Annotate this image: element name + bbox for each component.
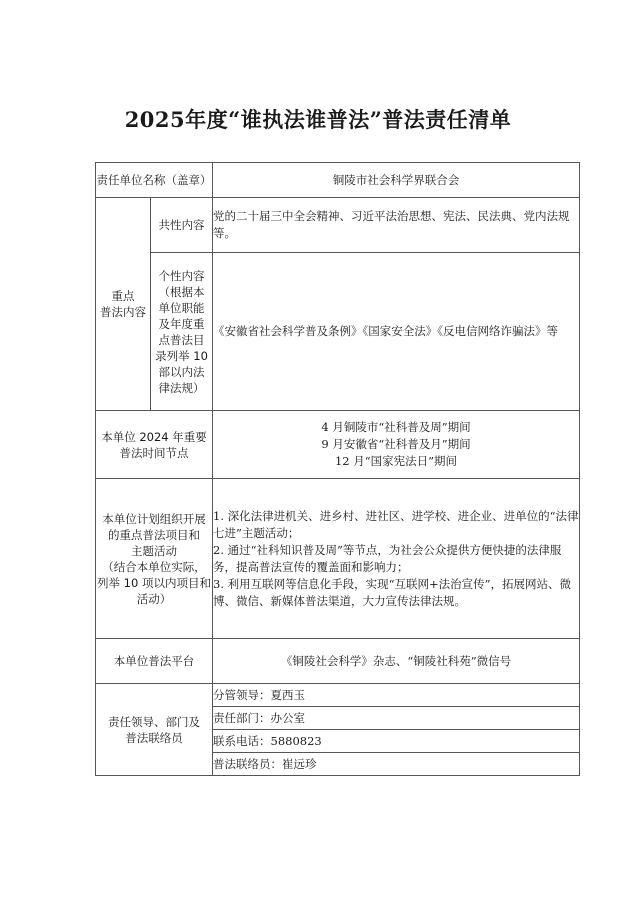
time-node-item: 12 月“国家宪法日”期间: [334, 454, 458, 468]
time-nodes-label: [96, 411, 213, 479]
time-nodes-row: [96, 411, 580, 479]
projects-label-line: 活动）: [136, 591, 172, 606]
projects-label-line: 的重点普法项目和: [108, 527, 200, 542]
time-nodes-label-line: 普法时间节点: [119, 445, 189, 460]
projects-label-line: （结合本单位实际，: [102, 559, 206, 574]
projects-label: [96, 479, 213, 639]
individual-label-line: 个性内容: [158, 268, 205, 283]
time-node-item: 4 月铜陵市“社科普及周”期间: [321, 420, 471, 434]
projects-value: [213, 479, 580, 639]
individual-label-line: 及年度重: [158, 316, 205, 331]
common-content-value: 党的二十届三中全会精神、习近平法治思想、宪法、民法典、党内法规等。: [213, 198, 580, 253]
time-nodes-label-line: 本单位 2024 年重要: [101, 429, 207, 444]
platform-label: 本单位普法平台: [96, 639, 213, 684]
individual-label-line: 单位职能: [158, 300, 205, 315]
responsible-label: [96, 684, 213, 776]
time-nodes-value: [213, 411, 580, 479]
common-content-label: 共性内容: [151, 198, 213, 253]
responsible-row: [96, 684, 580, 707]
projects-row: [96, 479, 580, 639]
phone-value: 联系电话：5880823: [213, 730, 580, 753]
time-node-item: 9 月安徽省“社科普及月”期间: [321, 437, 471, 451]
projects-label-line: 列举 10 项以内项目和: [97, 575, 211, 590]
individual-label-line: 律法规）: [158, 380, 205, 395]
projects-label-line: 本单位计划组织开展: [102, 511, 206, 526]
individual-label-line: 录列举 10: [155, 348, 208, 363]
individual-label-line: 部以内法: [158, 364, 205, 379]
key-content-label-line: 重点: [111, 289, 135, 303]
platform-row: [96, 639, 580, 684]
unit-value: 铜陵市社会科学界联合会: [213, 163, 580, 198]
project-item: 2. 通过“社科知识普及周”等节点，为社会公众提供方便快捷的法律服务，提高普法宣传的覆盖面和影响力；: [213, 542, 562, 574]
platform-value: 《铜陵社会科学》杂志、“铜陵社科苑”微信号: [213, 639, 580, 684]
individual-content-value: 《安徽省社会科学普及条例》《国家安全法》《反电信网络诈骗法》等: [213, 253, 580, 411]
individual-content-row: [96, 253, 580, 411]
unit-label: 责任单位名称（盖章）: [96, 163, 213, 198]
responsibility-table: [95, 162, 580, 776]
individual-content-label: [151, 253, 213, 411]
liaison-value: 普法联络员：崔远珍: [213, 753, 580, 776]
document-title: 2025年度“谁执法谁普法”普法责任清单: [124, 107, 512, 132]
projects-label-line: 主题活动: [131, 543, 177, 558]
individual-label-line: 点普法目: [158, 332, 205, 347]
responsible-label-line: 普法联络员: [125, 730, 183, 745]
unit-row: [96, 163, 580, 198]
leader-value: 分管领导：夏西玉: [213, 684, 580, 707]
individual-label-line: （根据本: [158, 284, 205, 299]
common-content-row: [96, 198, 580, 253]
department-value: 责任部门：办公室: [213, 707, 580, 730]
key-content-label: [96, 198, 151, 411]
responsible-label-line: 责任领导、部门及: [108, 714, 200, 729]
project-item: 1. 深化法律进机关、进乡村、进社区、进学校、进企业、进单位的“法律七进”主题活动；: [213, 508, 579, 540]
key-content-label-line: 普法内容: [100, 305, 146, 319]
project-item: 3. 利用互联网等信息化手段，实现“互联网+法治宣传”，拓展网站、微博、微信、新媒体普法渠道，大力宣传法律法规。: [213, 576, 572, 608]
